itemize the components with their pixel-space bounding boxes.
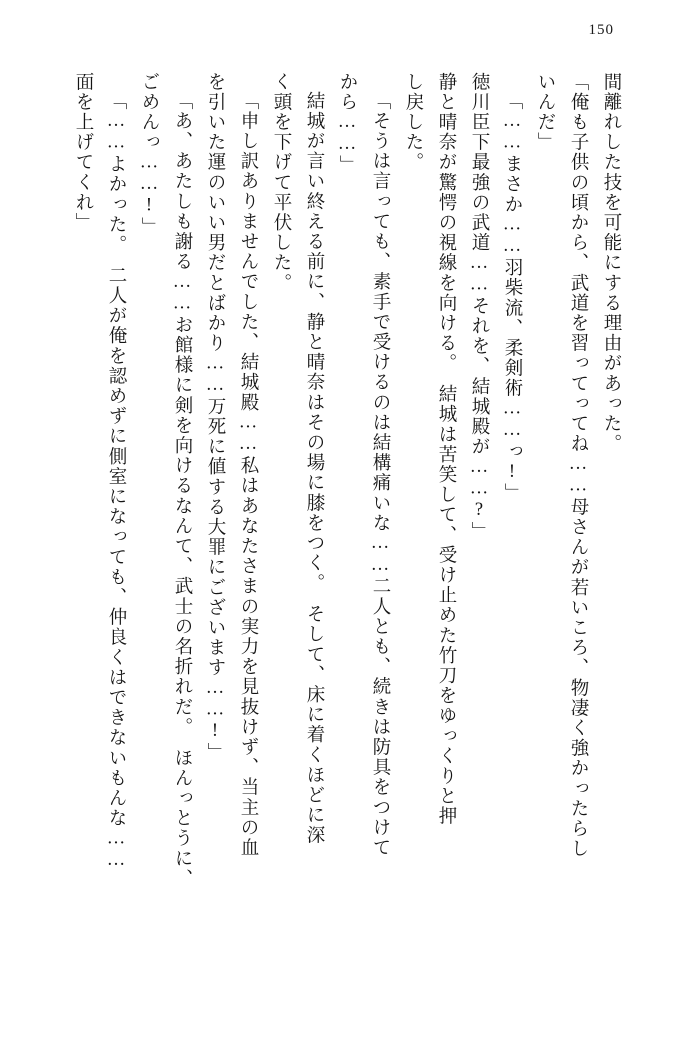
text-line: し戻した。 [403, 72, 423, 173]
text-line: いんだ」 [535, 72, 555, 153]
text-line: 面を上げてくれ」 [73, 72, 93, 233]
text-line: 結城が言い終える前に、静と晴奈はその場に膝をつく。 そして、床に着くほどに深 [304, 91, 324, 846]
vertical-text-block [52, 72, 620, 1014]
text-line: 「申し訳ありませんでした、結城殿……私はあなたさまの実力を見抜けず、当主の血 [238, 91, 258, 858]
text-line: 「そうは言っても、素手で受けるのは結構痛いな……二人とも、続きは防具をつけて [370, 91, 390, 858]
page-number: 150 [588, 22, 614, 38]
text-line: 静と晴奈が驚愕の視線を向ける。 結城は苦笑して、受け止めた竹刀をゆっくりと押 [436, 72, 456, 827]
text-line: から……」 [337, 72, 357, 176]
text-line: 「あ、あたしも謝る……お館様に剣を向けるなんて、武士の名折れだ。 ほんっとうに、 [172, 91, 192, 889]
text-line: ごめんっ……!」 [139, 72, 159, 238]
text-line: 「……まさか……羽柴流、柔剣術……っ!」 [502, 91, 522, 504]
text-line: く頭を下げて平伏した。 [271, 72, 291, 294]
text-line: 徳川臣下最強の武道……それを、結城殿が……?」 [469, 72, 489, 542]
text-line: 「……よかった。 二人が俺を認めずに側室になっても、仲良くはできないもんな…… [106, 91, 126, 872]
text-line: を引いた運のいい男だとばかり……万死に値する大罪にございます……!」 [205, 72, 225, 763]
text-line: 間離れした技を可能にする理由があった。 [601, 72, 621, 454]
text-line: 「俺も子供の頃から、武道を習ってってね……母さんが若いころ、物凄く強かったらし [568, 72, 588, 859]
